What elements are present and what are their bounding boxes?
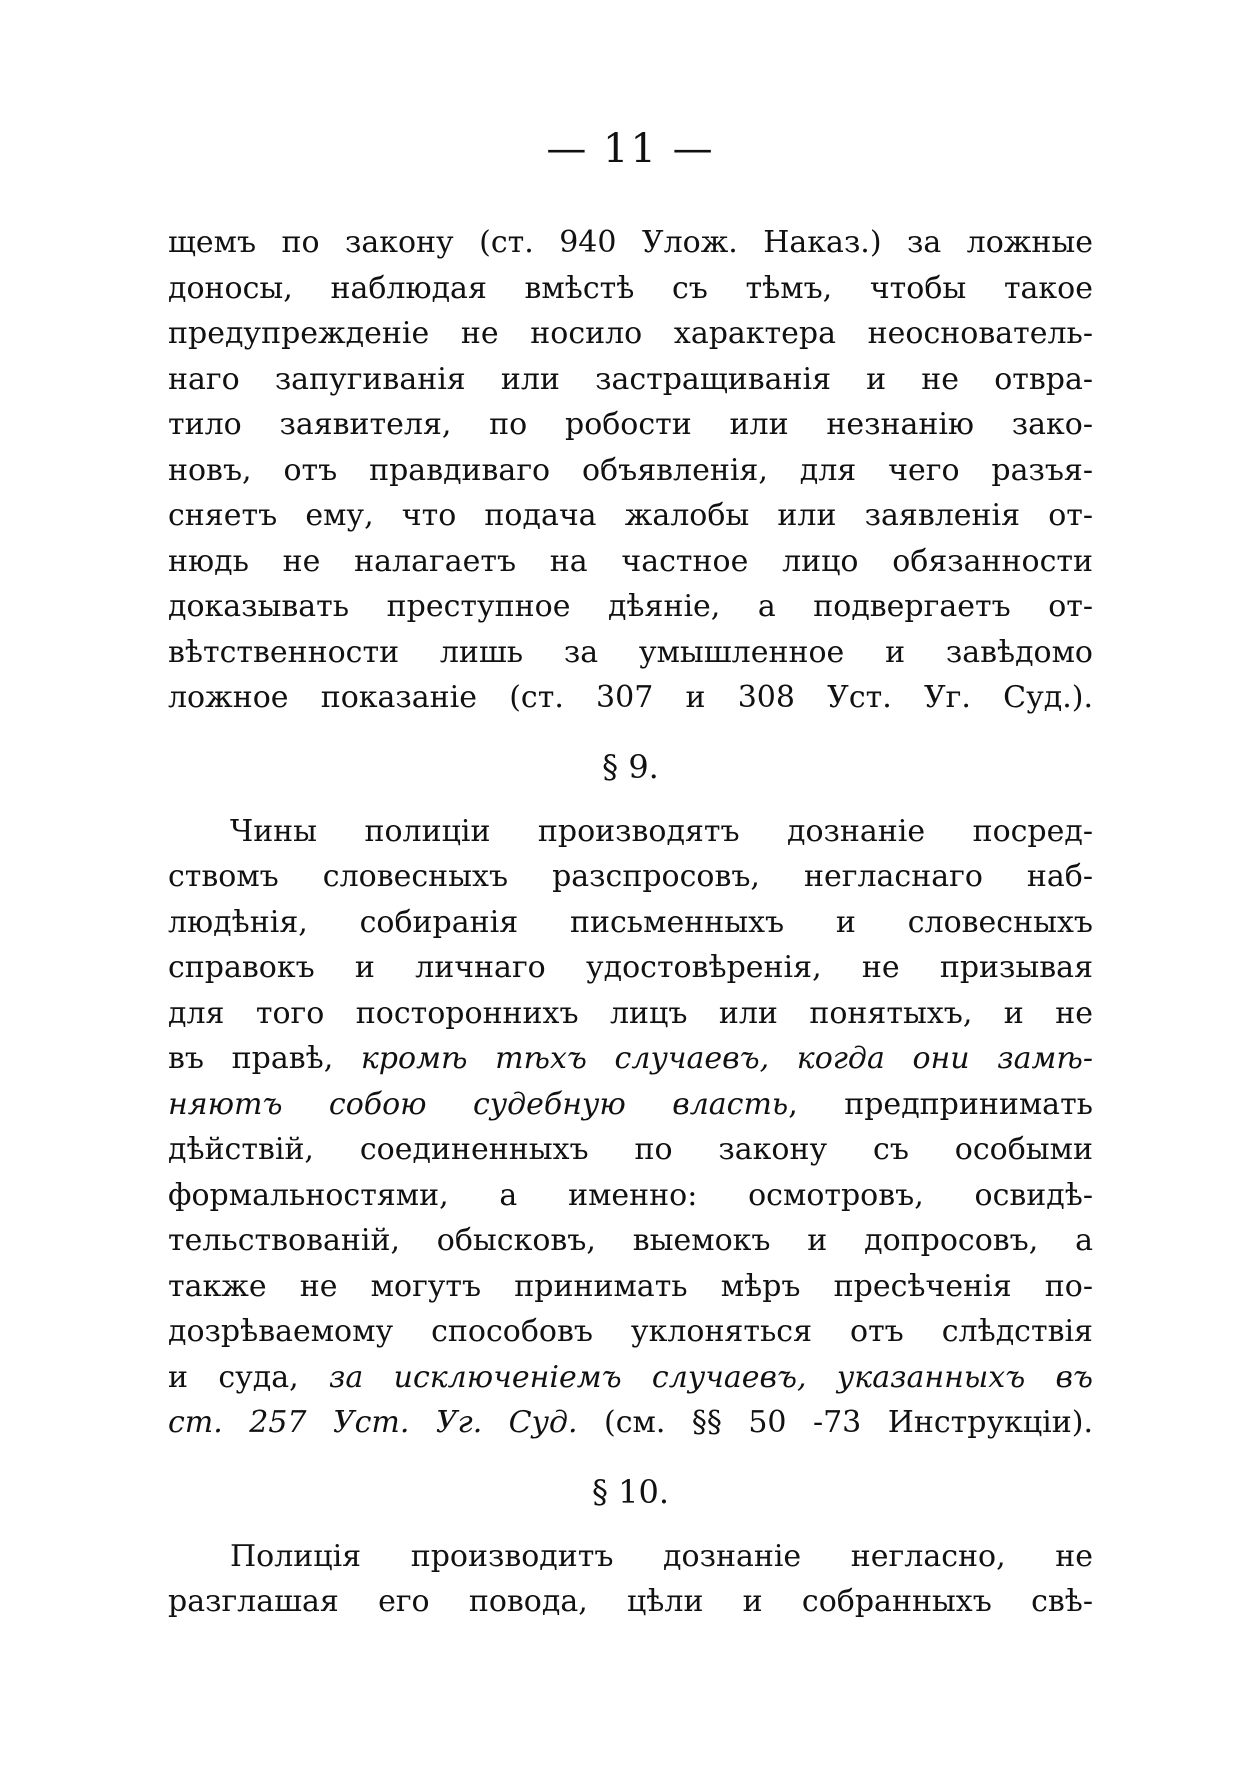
text-line (168, 1082, 1093, 1128)
text-line: формальностями, а именно: осмотровъ, освидѣ- (168, 1177, 1093, 1213)
section-10-title: § 10. (591, 1472, 670, 1511)
text-line: сняетъ ему, что подача жалобы или заявленія от- (168, 498, 1093, 533)
text-line: Полиція производитъ дознаніе негласно, не (230, 1538, 1093, 1574)
text-line: также не могутъ принимать мѣръ пресѣченія по- (168, 1268, 1093, 1304)
text-line: доказывать преступное дѣяніе, а подвергаетъ от- (168, 589, 1093, 624)
text-line: дѣйствій, соединенныхъ по закону съ особыми (168, 1132, 1093, 1167)
section-10-paragraph (168, 1534, 1093, 1625)
italic-run: няютъ собою судебную власть (168, 1086, 789, 1122)
text-line: тило заявителя, по робости или незнанію зако- (168, 407, 1093, 442)
section-9-paragraph (168, 809, 1093, 1446)
text-line (168, 1036, 1093, 1082)
text-line: доносы, наблюдая вмѣстѣ съ тѣмъ, чтобы такое (168, 270, 1093, 306)
italic-run: за исключеніемъ случаевъ, указанныхъ въ (329, 1359, 1093, 1395)
text-line (168, 1400, 1093, 1446)
text-line: тельствованій, обысковъ, выемокъ и допросовъ, а (168, 1223, 1093, 1258)
text-run: (см. §§ 50 -73 Инструкціи). (577, 1405, 1093, 1440)
text-line: Чины полиціи производятъ дознаніе посред- (230, 813, 1093, 849)
text-line (168, 1355, 1093, 1401)
text-line: предупрежденіе не носило характера неоснователь- (168, 316, 1093, 351)
section-9-title: § 9. (602, 747, 659, 786)
text-line: справокъ и личнаго удостовѣренія, не призывая (168, 950, 1093, 985)
document-page (168, 118, 1093, 1625)
text-line: вѣтственности лишь за умышленное и завѣдомо (168, 634, 1093, 670)
text-run: и суда, (168, 1359, 330, 1395)
text-line: нюдь не налагаетъ на частное лицо обязанности (168, 543, 1093, 579)
italic-run: ст. 257 Уст. Уг. Суд. (168, 1405, 578, 1440)
text-run: , предпринимать (788, 1086, 1093, 1122)
text-run: въ правѣ, (168, 1041, 361, 1076)
text-line: людѣнія, собиранія письменныхъ и словесныхъ (168, 904, 1093, 940)
text-line: ложное показаніе (ст. 307 и 308 Уст. Уг. Суд.). (168, 680, 1093, 715)
text-line: наго запугиванія или застращиванія и не отвра- (168, 361, 1093, 397)
page-number: — 11 — (546, 126, 715, 172)
text-line: дозрѣваемому способовъ уклоняться отъ слѣдствія (168, 1314, 1093, 1349)
text-line: для того постороннихъ лицъ или понятыхъ, и не (168, 995, 1093, 1031)
text-line: щемъ по закону (ст. 940 Улож. Наказ.) за ложные (168, 225, 1093, 260)
italic-run: кромѣ тѣхъ случаевъ, когда они замѣ- (360, 1041, 1094, 1076)
text-line: новъ, отъ правдиваго объявленія, для чего разъя- (168, 452, 1093, 488)
paragraph-continuation (168, 220, 1093, 721)
text-line: ствомъ словесныхъ разспросовъ, негласнаго наб- (168, 859, 1093, 894)
text-line: разглашая его повода, цѣли и собранныхъ свѣ- (168, 1584, 1093, 1619)
